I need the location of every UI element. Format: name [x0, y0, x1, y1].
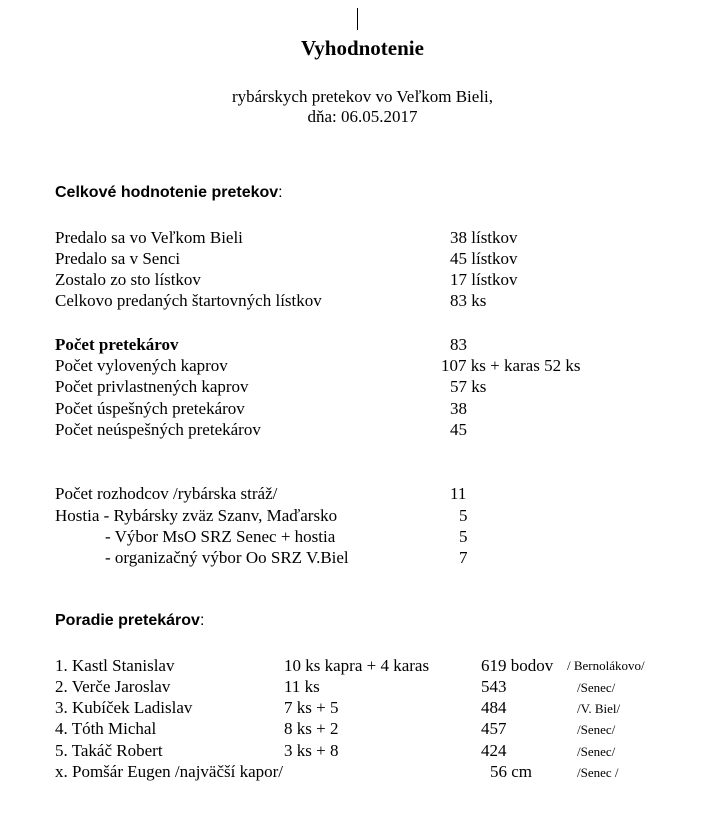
ranking-club: /Senec/	[577, 722, 616, 737]
ranking-name: 2. Verče Jaroslav	[55, 677, 171, 696]
stats-row-label: Počet privlastnených kaprov	[55, 377, 249, 396]
ranking-points: 56 cm	[490, 762, 533, 781]
subtitle-line-2: dňa: 06.05.2017	[307, 107, 418, 126]
overall-row-value: 83 ks	[450, 291, 487, 310]
officials-row-value: 5	[459, 506, 468, 525]
stats-row-label: Počet vylovených kaprov	[55, 356, 228, 375]
ranking-heading-text: Poradie pretekárov	[55, 612, 200, 629]
overall-row-label: Celkovo predaných štartovných lístkov	[55, 291, 322, 310]
ranking-points: 457	[481, 719, 507, 738]
ranking-name: x. Pomšár Eugen /najväčší kapor/	[55, 762, 284, 781]
ranking-points: 619 bodov	[481, 656, 554, 675]
ranking-catch: 7 ks + 5	[284, 698, 339, 717]
ranking-club: /V. Biel/	[577, 701, 621, 716]
ranking-catch: 3 ks + 8	[284, 741, 339, 760]
ranking-club: /Senec/	[577, 680, 616, 695]
ranking-points: 424	[481, 741, 507, 760]
stats-row-label: Počet neúspešných pretekárov	[55, 420, 261, 439]
ranking-name: 1. Kastl Stanislav	[55, 656, 175, 675]
overall-row-value: 38 lístkov	[450, 228, 518, 247]
overall-row-label: Predalo sa v Senci	[55, 249, 181, 268]
ranking-club	[567, 656, 645, 673]
ranking-points: 543	[481, 677, 507, 696]
text-cursor	[357, 8, 358, 30]
stats-row-value: 38	[450, 399, 467, 418]
ranking-points: 484	[481, 698, 507, 717]
officials-row-value: 5	[459, 527, 468, 546]
overall-heading-text: Celkové hodnotenie pretekov	[55, 184, 279, 201]
ranking-name: 3. Kubíček Ladislav	[55, 698, 193, 717]
ranking-catch: 8 ks + 2	[284, 719, 339, 738]
overall-row-value: 45 lístkov	[450, 249, 518, 268]
ranking-club: /Senec /	[577, 765, 619, 780]
overall-row-label: Zostalo zo sto lístkov	[55, 270, 201, 289]
officials-row-label: Hostia - Rybársky zväz Szanv, Maďarsko	[55, 506, 338, 525]
subtitle-line-1: rybárskych pretekov vo Veľkom Bieli,	[231, 87, 494, 106]
ranking-club: /Senec/	[577, 744, 616, 759]
ranking-heading-colon: :	[199, 612, 205, 629]
officials-row-label: - organizačný výbor Oo SRZ V.Biel	[105, 548, 349, 567]
ranking-club-text: / Bernolákovo/	[567, 658, 645, 673]
officials-row-value: 7	[459, 548, 468, 567]
officials-row-label: Počet rozhodcov /rybárska stráž/	[55, 484, 278, 503]
officials-row-label: - Výbor MsO SRZ Senec + hostia	[105, 527, 336, 546]
ranking-name: 4. Tóth Michal	[55, 719, 157, 738]
stats-row-value: 107 ks + karas 52 ks	[441, 356, 581, 375]
officials-row-value: 11	[450, 484, 467, 503]
ranking-catch: 11 ks	[284, 677, 320, 696]
stats-row-value: 57 ks	[450, 377, 487, 396]
overall-row-value: 17 lístkov	[450, 270, 518, 289]
ranking-heading	[55, 613, 204, 629]
stats-row-value: 83	[450, 335, 467, 354]
ranking-name: 5. Takáč Robert	[55, 741, 163, 760]
stats-row-label: Počet úspešných pretekárov	[55, 399, 245, 418]
overall-row-label: Predalo sa vo Veľkom Bieli	[55, 228, 243, 247]
ranking-catch: 10 ks kapra + 4 karas	[284, 656, 430, 675]
stats-row-value: 45	[450, 420, 467, 439]
overall-heading	[55, 185, 283, 201]
stats-row-label: Počet pretekárov	[55, 335, 179, 354]
overall-heading-colon: :	[278, 184, 283, 201]
document-title: Vyhodnotenie	[301, 36, 424, 60]
